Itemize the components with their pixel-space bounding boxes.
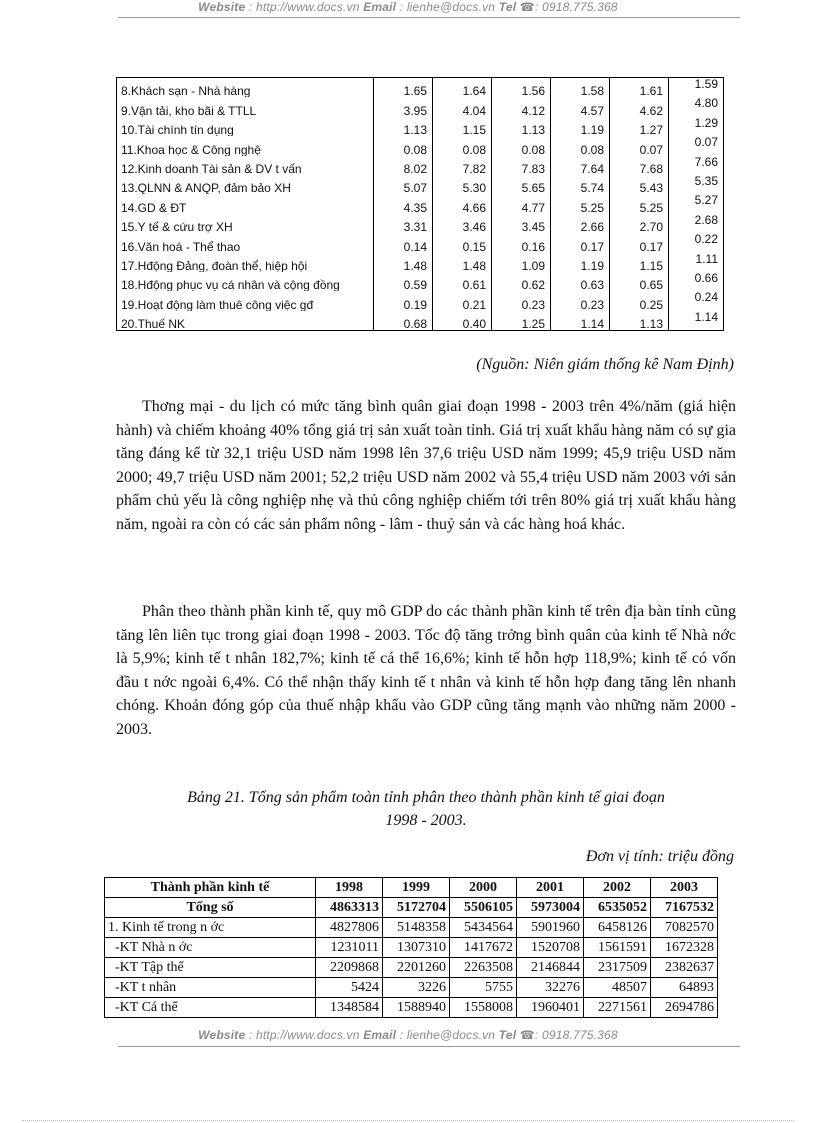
header-tel-label: Tel: [498, 0, 517, 14]
value-cell: 5901960: [517, 918, 584, 938]
value-cell: 0.17: [610, 233, 669, 252]
value-cell: 64893: [651, 978, 718, 998]
table-row: [117, 214, 724, 233]
value-cell: 1.13: [492, 117, 551, 136]
header-website-url[interactable]: : http://www.docs.vn: [248, 0, 360, 14]
value-cell: 5.43: [610, 175, 669, 194]
column-header-sector: Thành phần kinh tế: [105, 878, 316, 898]
value-cell: 5424: [316, 978, 383, 998]
value-cell: 4827806: [316, 918, 383, 938]
value-cell: 2382637: [651, 958, 718, 978]
sector-name-cell: 20.Thuế NK: [117, 311, 374, 331]
value-cell: 0.24: [669, 291, 724, 310]
value-cell: 3.45: [492, 214, 551, 233]
value-cell: 2317509: [584, 958, 651, 978]
value-cell: 6458126: [584, 918, 651, 938]
table-caption-line1: Bảng 21. Tổng sản phẩm toàn tỉnh phân theo thành phần kinh tế giai đoạn: [187, 789, 665, 806]
value-cell: 4.12: [492, 97, 551, 116]
value-cell: 7167532: [651, 898, 718, 918]
table-row: [117, 175, 724, 194]
column-header-year: 2003: [651, 878, 718, 898]
value-cell: 1.15: [610, 253, 669, 272]
value-cell: 1.25: [492, 311, 551, 331]
value-cell: 1960401: [517, 998, 584, 1018]
footer-rule: [118, 1046, 740, 1047]
value-cell: 4.62: [610, 97, 669, 116]
value-cell: 4.35: [374, 194, 433, 213]
value-cell: 1.11: [669, 253, 724, 272]
table-row: [105, 998, 718, 1018]
row-label-cell: -KT Cá thể: [105, 998, 316, 1018]
table-row: [117, 117, 724, 136]
value-cell: 0.08: [551, 136, 610, 155]
sector-name-cell: 13.QLNN & ANQP, đảm bảo XH: [117, 175, 374, 194]
value-cell: 5.25: [610, 194, 669, 213]
sector-name-cell: 12.Kinh doanh Tài sản & DV t vấn: [117, 156, 374, 175]
value-cell: 1.27: [610, 117, 669, 136]
table-row: [117, 272, 724, 291]
value-cell: 1672328: [651, 938, 718, 958]
footer-email-label: Email: [363, 1028, 397, 1042]
sector-name-cell: 11.Khoa học & Công nghệ: [117, 136, 374, 155]
value-cell: 2.66: [551, 214, 610, 233]
value-cell: 0.21: [433, 291, 492, 310]
table-row: [117, 97, 724, 116]
row-label-cell: -KT Tập thể: [105, 958, 316, 978]
header-email-value[interactable]: : lienhe@docs.vn: [399, 0, 496, 14]
value-cell: 3.95: [374, 97, 433, 116]
value-cell: 1307310: [383, 938, 450, 958]
unit-note: Đơn vị tính: triệu đồng: [585, 848, 734, 865]
table-row: [105, 978, 718, 998]
sector-name-cell: 18.Hđộng phục vụ cá nhân và cộng đồng: [117, 272, 374, 291]
sector-name-cell: 15.Y tế & cứu trợ XH: [117, 214, 374, 233]
header-email-label: Email: [363, 0, 397, 14]
value-cell: 32276: [517, 978, 584, 998]
value-cell: 1.64: [433, 78, 492, 98]
value-cell: 7082570: [651, 918, 718, 938]
value-cell: 0.08: [492, 136, 551, 155]
value-cell: 3.46: [433, 214, 492, 233]
value-cell: 0.61: [433, 272, 492, 291]
value-cell: 5148358: [383, 918, 450, 938]
sector-name-cell: 14.GD & ĐT: [117, 194, 374, 213]
value-cell: 1.09: [492, 253, 551, 272]
value-cell: 0.25: [610, 291, 669, 310]
table-caption: [116, 786, 736, 832]
table-header-row: [105, 878, 718, 898]
row-label-cell: Tổng số: [105, 898, 316, 918]
row-label-cell: -KT Nhà n ớc: [105, 938, 316, 958]
value-cell: 1.58: [551, 78, 610, 98]
value-cell: 5506105: [450, 898, 517, 918]
value-cell: 2.70: [610, 214, 669, 233]
value-cell: 1.15: [433, 117, 492, 136]
table-row: [117, 194, 724, 213]
value-cell: 3.31: [374, 214, 433, 233]
value-cell: 0.65: [610, 272, 669, 291]
value-cell: 1.48: [374, 253, 433, 272]
value-cell: 5.27: [669, 194, 724, 213]
gdp-by-sector-table: [104, 877, 718, 1018]
value-cell: 5.30: [433, 175, 492, 194]
footer-tel-value: ☎: 0918.775.368: [519, 1028, 618, 1042]
value-cell: 2271561: [584, 998, 651, 1018]
value-cell: 0.23: [551, 291, 610, 310]
footer-website-url[interactable]: : http://www.docs.vn: [248, 1028, 360, 1042]
value-cell: 8.02: [374, 156, 433, 175]
value-cell: 4.80: [669, 97, 724, 116]
footer-tel-label: Tel: [498, 1028, 517, 1042]
value-cell: 1.13: [610, 311, 669, 331]
table-row: [105, 958, 718, 978]
value-cell: 7.66: [669, 156, 724, 175]
value-cell: 1588940: [383, 998, 450, 1018]
value-cell: 5.65: [492, 175, 551, 194]
value-cell: 0.63: [551, 272, 610, 291]
row-label-cell: 1. Kinh tế trong n ớc: [105, 918, 316, 938]
value-cell: 6535052: [584, 898, 651, 918]
value-cell: 0.15: [433, 233, 492, 252]
value-cell: 5.74: [551, 175, 610, 194]
value-cell: 1417672: [450, 938, 517, 958]
value-cell: 0.68: [374, 311, 433, 331]
page-bottom-dotted-rule: [22, 1120, 794, 1121]
value-cell: 0.17: [551, 233, 610, 252]
value-cell: 1.56: [492, 78, 551, 98]
source-note: (Nguồn: Niên giám thống kê Nam Định): [476, 356, 734, 373]
table-row: [117, 233, 724, 252]
value-cell: 7.68: [610, 156, 669, 175]
table-row: [105, 918, 718, 938]
value-cell: 5.35: [669, 175, 724, 194]
header-rule: [118, 17, 740, 18]
value-cell: 0.22: [669, 233, 724, 252]
value-cell: 1.59: [669, 78, 724, 98]
value-cell: 1.29: [669, 117, 724, 136]
value-cell: 2.68: [669, 214, 724, 233]
value-cell: 1.65: [374, 78, 433, 98]
page-header: [0, 0, 816, 14]
footer-website-label: Website: [198, 1028, 246, 1042]
paragraph-economic-sectors: Phân theo thành phần kinh tế, quy mô GDP do các thành phần kinh tế trên địa bàn tỉnh cũng tăng lên liên tục trong giai đoạn 1998 - 2003. Tốc độ tăng trởng bình quân của kinh tế Nhà nớc là 5,9%; kinh tế t nhân 182,7%; kinh tế cá thể 16,6%; kinh tế hỗn hợp 118,9%; kinh tế có vốn đầu t nớc ngoài 6,4%. Có thể nhận thấy kinh tế t nhân và kinh tế hỗn hợp đang tăng lên nhanh chóng. Khoản đóng góp của thuế nhập khẩu vào GDP cũng tăng mạnh vào những năm 2000 - 2003.: [116, 603, 736, 738]
value-cell: 1520708: [517, 938, 584, 958]
value-cell: 0.16: [492, 233, 551, 252]
value-cell: 4.66: [433, 194, 492, 213]
value-cell: 0.66: [669, 272, 724, 291]
value-cell: 1.14: [669, 311, 724, 331]
value-cell: 5434564: [450, 918, 517, 938]
value-cell: 3226: [383, 978, 450, 998]
table-row: [117, 78, 724, 98]
footer-email-value[interactable]: : lienhe@docs.vn: [399, 1028, 496, 1042]
value-cell: 0.08: [433, 136, 492, 155]
value-cell: 4863313: [316, 898, 383, 918]
sector-name-cell: 17.Hđộng Đảng, đoàn thể, hiệp hội: [117, 253, 374, 272]
value-cell: 1558008: [450, 998, 517, 1018]
value-cell: 1231011: [316, 938, 383, 958]
paragraph-trade-tourism: Thơng mại - du lịch có mức tăng bình quân giai đoạn 1998 - 2003 trên 4%/năm (giá hiện hành) và chiếm khoảng 40% tổng giá trị sản xuất toàn tỉnh. Giá trị xuất khẩu hàng năm có sự gia tăng đáng kể từ 32,1 triệu USD năm 1998 lên 37,6 triệu USD năm 1999; 45,9 triệu USD năm 2000; 49,7 triệu USD năm 2001; 52,2 triệu USD năm 2002 và 55,4 triệu USD năm 2003 với sản phẩm chủ yếu là công nghiệp nhẹ và thủ công nghiệp chiếm tới trên 80% giá trị xuất khẩu hàng năm, ngoài ra còn có các sản phẩm nông - lâm - thuỷ sản và các hàng hoá khác.: [116, 398, 736, 533]
table-row: [105, 938, 718, 958]
value-cell: 4.57: [551, 97, 610, 116]
value-cell: 7.64: [551, 156, 610, 175]
value-cell: 1.13: [374, 117, 433, 136]
sector-name-cell: 10.Tài chính tín dụng: [117, 117, 374, 136]
value-cell: 1.48: [433, 253, 492, 272]
value-cell: 1348584: [316, 998, 383, 1018]
value-cell: 7.83: [492, 156, 551, 175]
value-cell: 0.08: [374, 136, 433, 155]
value-cell: 5.07: [374, 175, 433, 194]
value-cell: 0.14: [374, 233, 433, 252]
value-cell: 5755: [450, 978, 517, 998]
sector-name-cell: 16.Văn hoá - Thể thao: [117, 233, 374, 252]
value-cell: 2263508: [450, 958, 517, 978]
table-caption-line2: 1998 - 2003.: [385, 812, 467, 829]
value-cell: 2201260: [383, 958, 450, 978]
column-header-year: 2000: [450, 878, 517, 898]
value-cell: 0.07: [669, 136, 724, 155]
value-cell: 5.25: [551, 194, 610, 213]
value-cell: 5172704: [383, 898, 450, 918]
sector-name-cell: 8.Khách sạn - Nhà hàng: [117, 78, 374, 98]
table-row: [117, 156, 724, 175]
header-tel-value: ☎: 0918.775.368: [519, 0, 618, 14]
page-footer: [0, 1028, 816, 1042]
table-row: [117, 253, 724, 272]
sector-share-table: [116, 77, 724, 331]
sector-name-cell: 9.Vận tải, kho bãi & TTLL: [117, 97, 374, 116]
value-cell: 2209868: [316, 958, 383, 978]
value-cell: 1.19: [551, 117, 610, 136]
value-cell: 4.04: [433, 97, 492, 116]
value-cell: 0.59: [374, 272, 433, 291]
table-row: [117, 311, 724, 331]
value-cell: 4.77: [492, 194, 551, 213]
value-cell: 5973004: [517, 898, 584, 918]
row-label-cell: -KT t nhân: [105, 978, 316, 998]
table-row: [117, 291, 724, 310]
value-cell: 0.40: [433, 311, 492, 331]
value-cell: 0.23: [492, 291, 551, 310]
value-cell: 0.62: [492, 272, 551, 291]
value-cell: 1561591: [584, 938, 651, 958]
value-cell: 1.14: [551, 311, 610, 331]
value-cell: 2694786: [651, 998, 718, 1018]
column-header-year: 2002: [584, 878, 651, 898]
table-row: [117, 136, 724, 155]
column-header-year: 2001: [517, 878, 584, 898]
value-cell: 1.61: [610, 78, 669, 98]
value-cell: 0.19: [374, 291, 433, 310]
total-row: [105, 898, 718, 918]
column-header-year: 1999: [383, 878, 450, 898]
value-cell: 2146844: [517, 958, 584, 978]
value-cell: 48507: [584, 978, 651, 998]
value-cell: 7.82: [433, 156, 492, 175]
value-cell: 0.07: [610, 136, 669, 155]
sector-name-cell: 19.Hoạt động làm thuê công việc gđ: [117, 291, 374, 310]
value-cell: 1.19: [551, 253, 610, 272]
column-header-year: 1998: [316, 878, 383, 898]
header-website-label: Website: [198, 0, 246, 14]
